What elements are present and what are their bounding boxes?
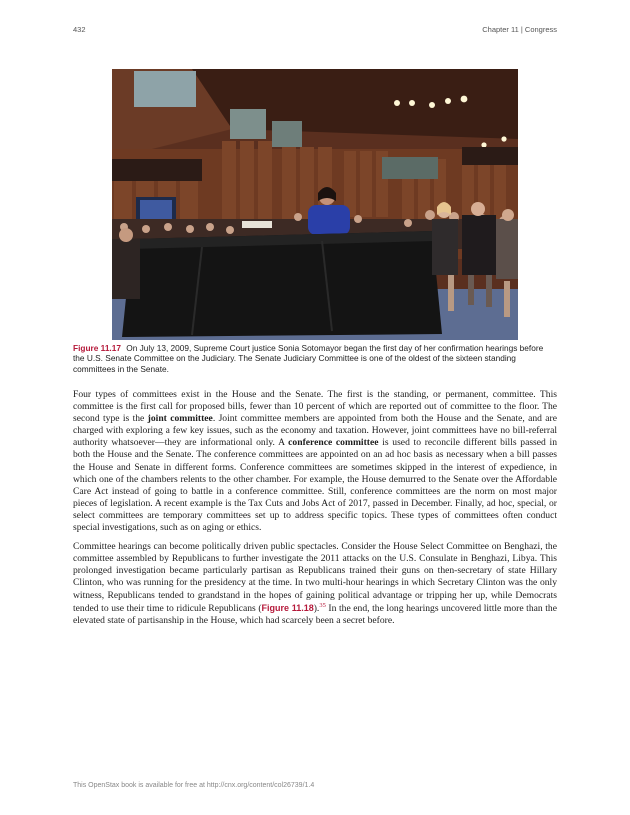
chapter-title: Chapter 11 | Congress — [482, 25, 557, 34]
figure-label: Figure 11.17 — [73, 343, 121, 353]
term-joint-committee: joint committee — [147, 413, 213, 425]
paragraph1-text-2: . Joint committee members are appointed from both the House and the Senate, and are charged with exploring a few key issues, such as the economy and taxation. However, joint committees have no bill-referral authority whatsoever—they are informational only. A — [73, 413, 557, 449]
footer-note: This OpenStax book is available for free at http://cnx.org/content/col26739/1.4 — [73, 782, 315, 789]
paragraph2-text-2: ). — [313, 602, 320, 614]
paragraph2-text-3: In the end, the long hearings uncovered little more than the elevated state of partisanship in the House, which had scarcely been a secret before. — [73, 602, 557, 626]
figure-caption-text: On July 13, 2009, Supreme Court justice Sonia Sotomayor began the first day of her confirmation hearings before the U.S. Senate Committee on the Judiciary. The Senate Judiciary Committee is one of the oldest of the sixteen standing committees in the Senate. — [73, 343, 544, 374]
endnote-link[interactable]: 35 — [319, 601, 326, 609]
figure-caption — [73, 343, 557, 374]
hearing-photo — [112, 69, 518, 340]
body-text — [73, 389, 557, 634]
paragraph-hearings — [73, 541, 557, 627]
paragraph-committee-types — [73, 389, 557, 534]
paragraph1-text-1: Four types of committees exist in the House and the Senate. The first is the standing, or permanent, committee. This committee is the first call for proposed bills, fewer than 10 percent of which are reported out of committee to the floor. The second type is the — [73, 389, 557, 425]
figure-reference-link[interactable]: Figure 11.18 — [261, 602, 314, 613]
paragraph2-text-1: Committee hearings can become politically driven public spectacles. Consider the House Select Committee on Benghazi, the committee assembled by Republicans to further investigate the 2011 attacks on the U.S. Consulate in Benghazi, Libya. This prolonged investigation became particularly partisan as Republicans trained their guns on then-secretary of state Hillary Clinton, who was running for the presidency at the time. In two multi-hour hearings in which Secretary Clinton was the only witness, Republicans tended to grandstand in the hopes of gaining political advantage or tripping her up, while Democrats tended to use their time to ridicule Republicans ( — [73, 541, 557, 614]
paragraph1-text-3: is used to reconcile different bills passed in both the House and the Senate. The conference committees are appointed on an ad hoc basis as necessary when a bill passes the House and Senate in different forms. Conference committees are sometimes skipped in the interest of expedience, in which one of the chambers relents to the other chamber. For example, the House demurred to the Senate over the Affordable Care Act instead of going to battle in a conference committee. Still, conference committees are the norm on most major pieces of legislation. A recent example is the Tax Cuts and Jobs Act of 2017, passed in December. Finally, ad hoc, special, or select committees are temporary committees set up to address specific topics. These types of committees often conduct special investigations, such as on aging or ethics. — [73, 437, 557, 534]
term-conference-committee: conference committee — [288, 437, 379, 449]
page-number: 432 — [73, 25, 86, 34]
